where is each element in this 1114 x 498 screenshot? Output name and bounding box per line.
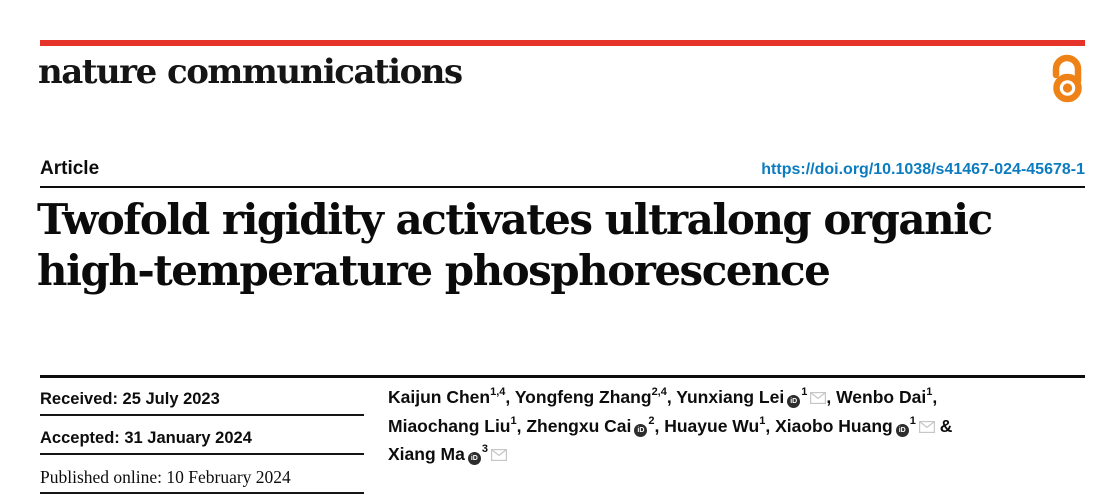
author-name: Xiaobo Huang (775, 415, 893, 436)
author-separator: , (765, 415, 776, 436)
kicker-divider (40, 186, 1085, 188)
author-name: Kaijun Chen (388, 387, 491, 407)
affiliation-superscript: 1 (801, 386, 808, 399)
orcid-icon[interactable]: iD (896, 424, 909, 437)
meta-top-divider (40, 375, 1085, 378)
received-date: Received: 25 July 2023 (40, 390, 220, 408)
affiliation-superscript: 1 (759, 414, 766, 427)
journal-logo: nature communications (38, 52, 462, 92)
dates-divider-2 (40, 453, 364, 455)
author-separator: , (666, 387, 677, 407)
dates-divider-1 (40, 414, 364, 416)
affiliation-superscript: 1 (909, 414, 916, 427)
published-date: Published online: 10 February 2024 (40, 467, 291, 487)
author-name: Yunxiang Lei (676, 387, 785, 407)
doi-link[interactable]: https://doi.org/10.1038/s41467-024-45678-1 (761, 161, 1085, 178)
author-separator: , (505, 387, 515, 407)
article-title-line1: Twofold rigidity activates ultralong organic (37, 195, 992, 244)
author-separator: , (516, 415, 527, 436)
author-name: Huayue Wu (664, 415, 760, 436)
masthead-red-bar (40, 40, 1085, 46)
orcid-icon[interactable]: iD (468, 452, 481, 465)
affiliation-superscript: 1 (510, 414, 517, 427)
article-title (37, 194, 1087, 296)
affiliation-superscript: 2 (648, 414, 655, 427)
article-type-label: Article (40, 158, 100, 179)
orcid-icon[interactable]: iD (634, 424, 647, 437)
author-name: Miaochang Liu (388, 415, 511, 436)
author-separator: , (826, 387, 837, 407)
author-name: Wenbo Dai (836, 387, 927, 407)
email-envelope-icon[interactable] (810, 385, 826, 413)
email-envelope-icon[interactable] (491, 442, 507, 470)
author-name: Xiang Ma (388, 444, 465, 464)
author-name: Zhengxu Cai (526, 415, 632, 436)
dates-divider-3 (40, 492, 364, 494)
author-name: Yongfeng Zhang (514, 387, 652, 407)
email-envelope-icon[interactable] (919, 414, 935, 442)
author-separator: & (934, 415, 953, 436)
author-separator: , (932, 387, 938, 407)
affiliation-superscript: 3 (481, 443, 488, 456)
orcid-icon[interactable]: iD (787, 395, 800, 408)
article-title-line2: high-temperature phosphorescence (37, 246, 830, 295)
author-separator: , (654, 415, 665, 436)
affiliation-superscript: 2,4 (651, 386, 667, 399)
open-access-icon[interactable] (1051, 51, 1084, 108)
author-list (388, 384, 1028, 470)
accepted-date: Accepted: 31 January 2024 (40, 429, 252, 447)
affiliation-superscript: 1 (926, 386, 933, 399)
affiliation-superscript: 1,4 (490, 386, 506, 399)
